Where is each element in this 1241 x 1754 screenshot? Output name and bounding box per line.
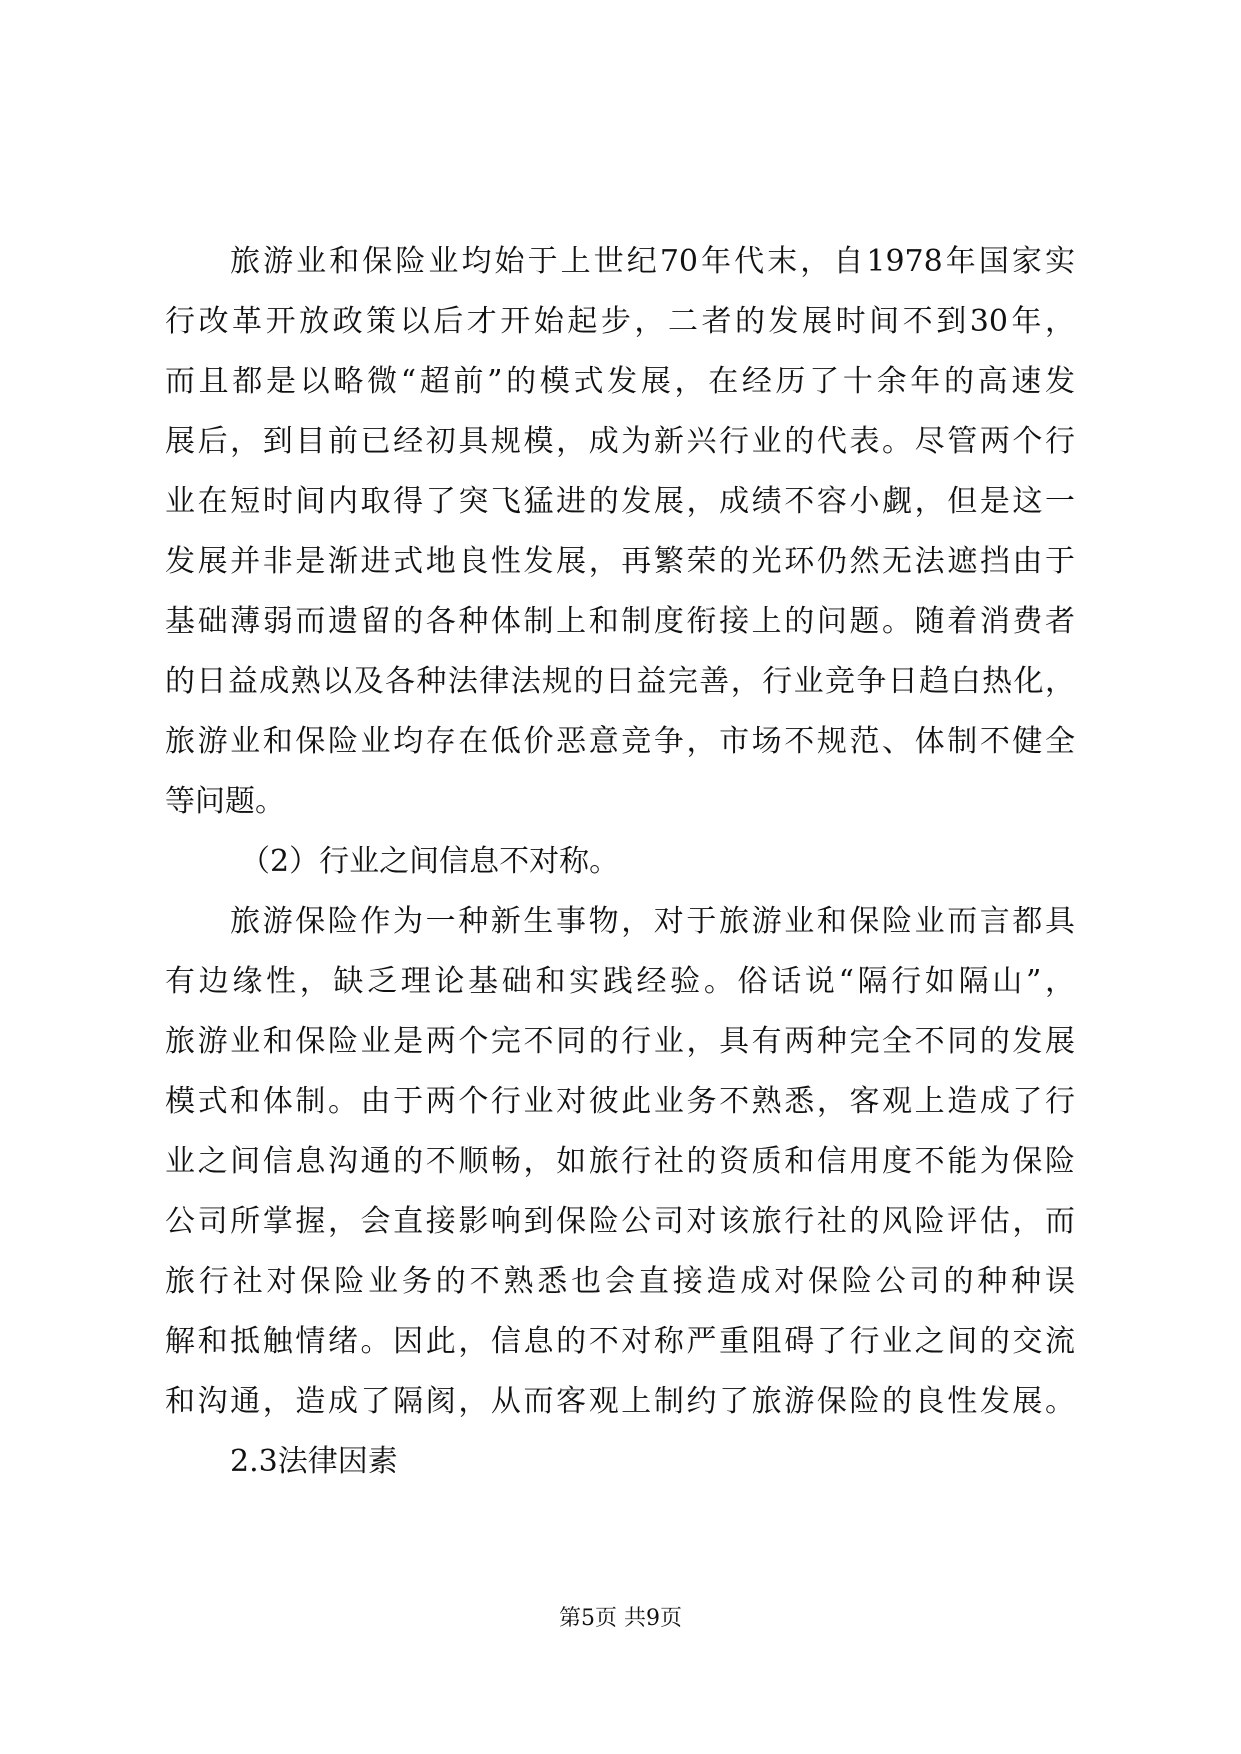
text-line: 展后，到目前已经初具规模，成为新兴行业的代表。尽管两个行	[165, 424, 1075, 459]
text-line: 解和抵触情绪。因此，信息的不对称严重阻碍了行业之间的交流	[165, 1324, 1075, 1359]
text-line: 模式和体制。由于两个行业对彼此业务不熟悉，客观上造成了行	[165, 1084, 1075, 1119]
text-line: 公司所掌握，会直接影响到保险公司对该旅行社的风险评估，而	[165, 1204, 1075, 1239]
page-footer	[0, 1604, 1241, 1634]
page-number-label: 第5页 共9页	[559, 1606, 682, 1631]
text-line: 旅游业和保险业是两个完不同的行业，具有两种完全不同的发展	[165, 1024, 1075, 1059]
text-line: 基础薄弱而遗留的各种体制上和制度衔接上的问题。随着消费者	[165, 604, 1075, 639]
text-line: 旅游业和保险业均始于上世纪70年代末，自1978年国家实	[230, 244, 1075, 279]
text-line: 旅行社对保险业务的不熟悉也会直接造成对保险公司的种种误	[165, 1264, 1075, 1299]
text-line: 而且都是以略微“超前”的模式发展，在经历了十余年的高速发	[165, 364, 1075, 399]
text-line: 业之间信息沟通的不顺畅，如旅行社的资质和信用度不能为保险	[165, 1144, 1075, 1179]
text-line: 行改革开放政策以后才开始起步，二者的发展时间不到30年，	[165, 304, 1075, 339]
text-line: 旅游保险作为一种新生事物，对于旅游业和保险业而言都具	[230, 904, 1075, 939]
section-heading-legal-factors	[165, 1432, 1075, 1492]
paragraph-information-asymmetry	[165, 892, 1075, 1432]
paragraph-industry-development	[165, 232, 1075, 832]
subheading-text: （2）行业之间信息不对称。	[240, 844, 620, 879]
text-line: 和沟通，造成了隔阂，从而客观上制约了旅游保险的良性发展。	[165, 1384, 1075, 1419]
text-line: 等问题。	[165, 784, 285, 819]
subheading-information-asymmetry	[165, 832, 1075, 892]
text-line: 业在短时间内取得了突飞猛进的发展，成绩不容小觑，但是这一	[165, 484, 1075, 519]
text-line: 旅游业和保险业均存在低价恶意竞争，市场不规范、体制不健全	[165, 724, 1075, 759]
text-line: 发展并非是渐进式地良性发展，再繁荣的光环仍然无法遮挡由于	[165, 544, 1075, 579]
section-heading-text: 2.3法律因素	[230, 1444, 398, 1479]
text-line: 的日益成熟以及各种法律法规的日益完善，行业竞争日趋白热化，	[165, 664, 1075, 699]
text-line: 有边缘性，缺乏理论基础和实践经验。俗话说“隔行如隔山”，	[165, 964, 1075, 999]
body-text	[165, 232, 1075, 1492]
